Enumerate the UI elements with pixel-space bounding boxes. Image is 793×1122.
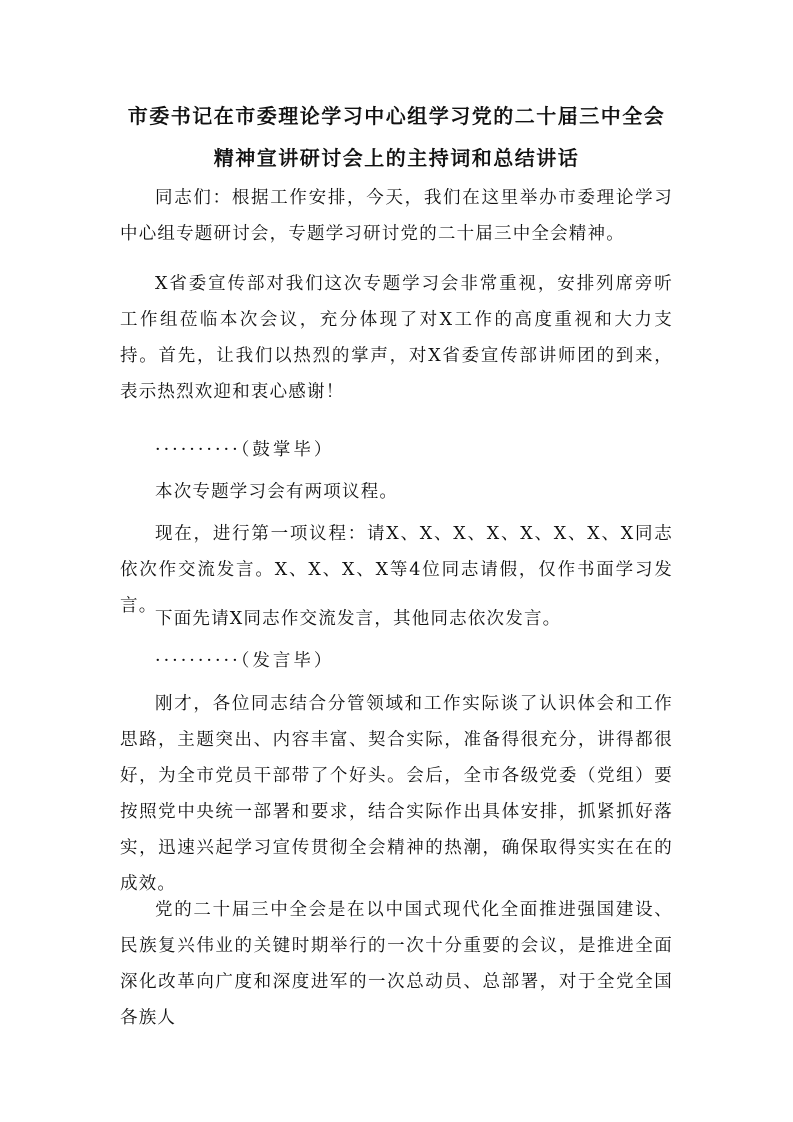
paragraph-greeting: 同志们：根据工作安排，今天，我们在这里举办市委理论学习中心组专题研讨会，专题学习研讨党的二十届三中全会精神。 [120, 188, 673, 244]
paragraph-first-item: 现在，进行第一项议程：请X、X、X、X、X、X、X、X同志依次作交流发言。X、X、X、X等4位同志请假，仅作书面学习发言。 [120, 524, 673, 616]
paragraph-speaker-order: 下面先请X同志作交流发言，其他同志依次发言。 [155, 609, 562, 629]
document-title-line-1: 市委书记在市委理论学习中心组学习党的二十届三中全会 [127, 104, 666, 128]
paragraph-welcome: X省委宣传部对我们这次专题学习会非常重视，安排列席旁听工作组莅临本次会议，充分体现了对X工作的高度重视和大力支持。首先，让我们以热烈的掌声，对X省委宣传部讲师团的到来，表示热烈欢迎和衷心感谢！ [120, 274, 673, 402]
document-title-line-2: 精神宣讲研讨会上的主持词和总结讲话 [213, 146, 580, 170]
paragraph-speeches-end: ··········（发言毕） [155, 651, 335, 671]
paragraph-summary: 刚才，各位同志结合分管领域和工作实际谈了认识体会和工作思路，主题突出、内容丰富、契合实际，准备得很充分，讲得都很好，为全市党员干部带了个好头。会后，全市各级党委（党组）要按照党中央统一部署和要求，结合实际作出具体安排，抓紧抓好落实，迅速兴起学习宣传贯彻全会精神的热潮，确保取得实实在在的成效。 [120, 694, 673, 894]
paragraph-applause: ··········（鼓掌毕） [155, 440, 335, 460]
paragraph-plenum: 党的二十届三中全会是在以中国式现代化全面推进强国建设、民族复兴伟业的关键时期举行的一次十分重要的会议，是推进全面深化改革向广度和深度进军的一次总动员、总部署，对于全党全国各族人 [120, 900, 673, 1028]
paragraph-agenda: 本次专题学习会有两项议程。 [155, 482, 399, 502]
